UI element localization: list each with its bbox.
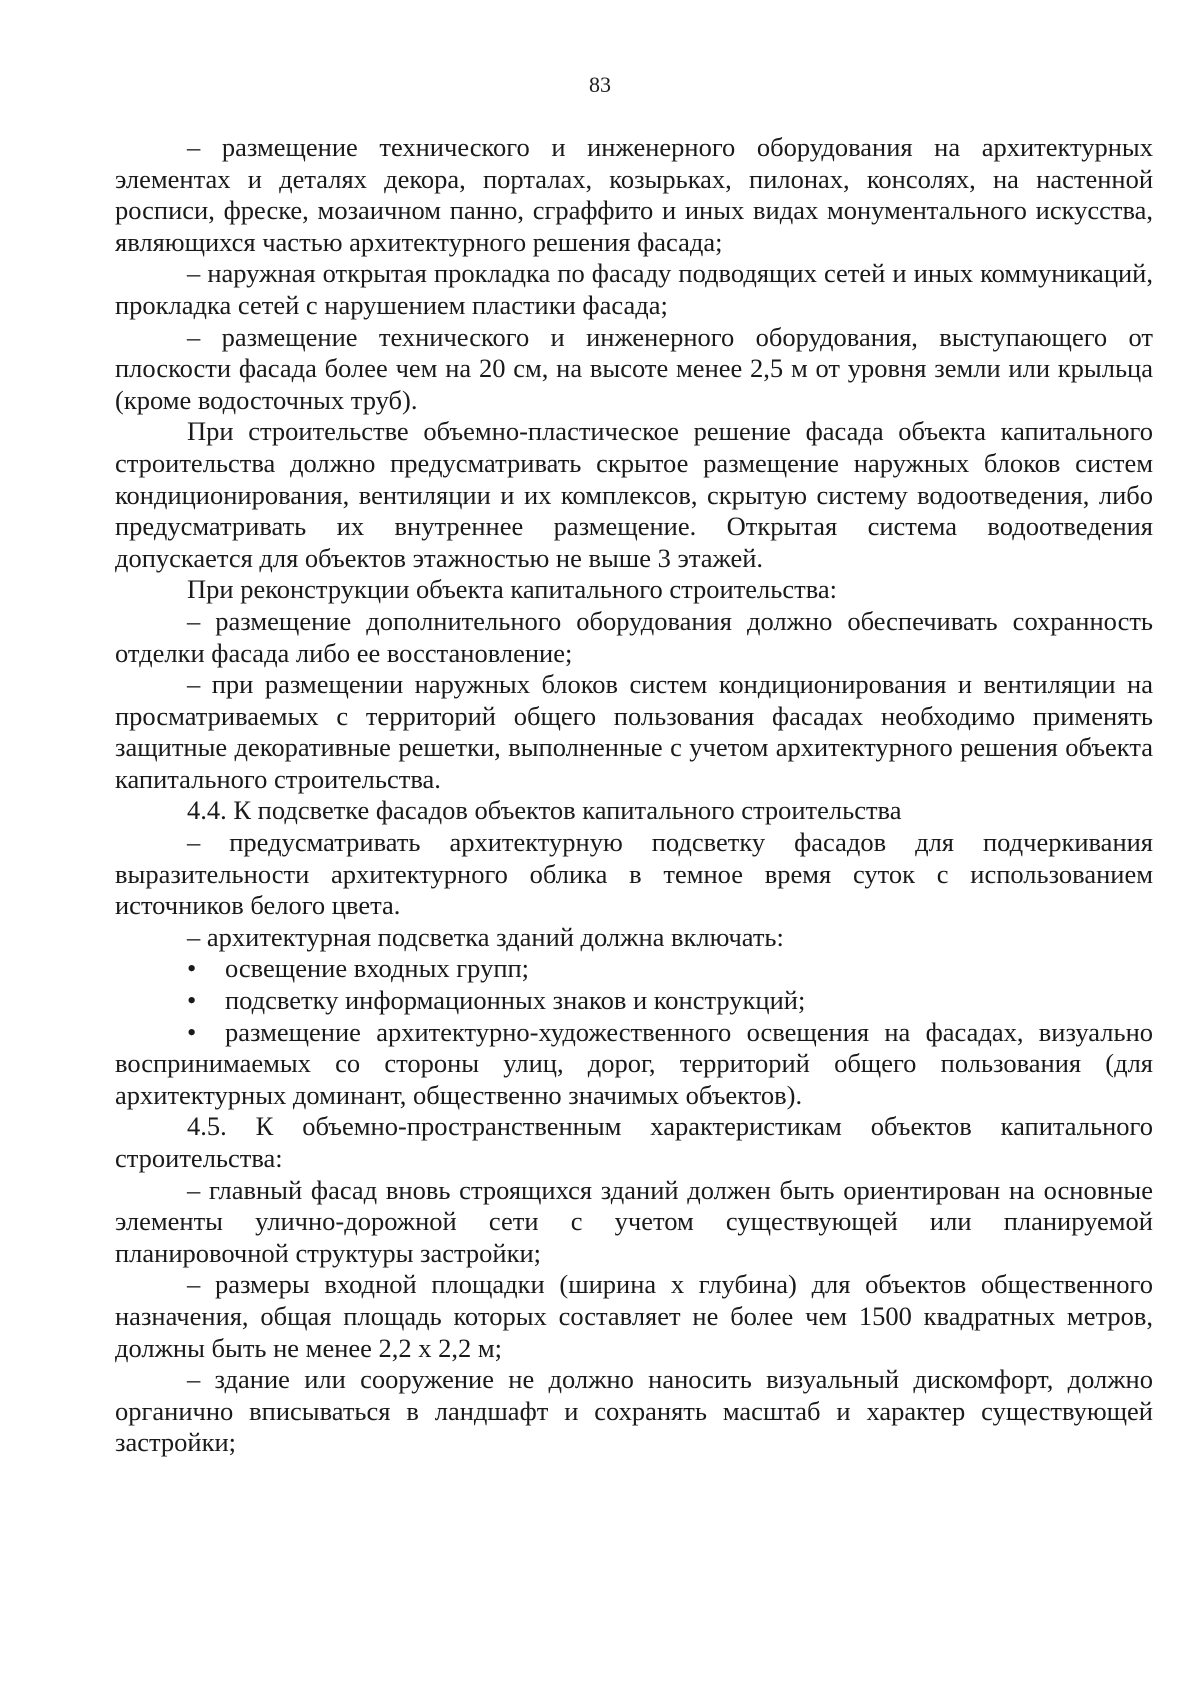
list-item-text: размещение архитектурно-художественного освещения на фасадах, визуально воспринимаемых со стороны улиц, дорог, территорий общего пользования (для архитектурных доминант, общественно значимых объектов). (115, 1016, 1153, 1110)
list-item-text: подсветку информационных знаков и конструкций; (225, 985, 806, 1016)
paragraph: – здание или сооружение не должно наносить визуальный дискомфорт, должно органично вписываться в ландшафт и сохранять масштаб и характер существующей застройки; (115, 1364, 1153, 1458)
paragraph: – наружная открытая прокладка по фасаду подводящих сетей и иных коммуникаций, прокладка сетей с нарушением пластики фасада; (115, 258, 1153, 320)
paragraph: – размещение технического и инженерного оборудования на архитектурных элементах и деталях декора, порталах, козырьках, пилонах, консолях, на настенной росписи, фреске, мозаичном панно, сграффито и иных видах монументального искусства, являющихся частью архитектурного решения фасада; (115, 132, 1153, 257)
bullet-icon: • (187, 953, 197, 984)
paragraph: При строительстве объемно-пластическое решение фасада объекта капитального строительства должно предусматривать скрытое размещение наружных блоков систем кондиционирования, вентиляции и их комплексов, скрытую систему водоотведения, либо предусматривать их внутреннее размещение. Открытая система водоотведения допускается для объектов этажностью не выше 3 этажей. (115, 416, 1153, 573)
paragraph: – при размещении наружных блоков систем кондиционирования и вентиляции на просматриваемых с территорий общего пользования фасадах необходимо применять защитные декоративные решетки, выполненные с учетом архитектурного решения объекта капитального строительства. (115, 669, 1153, 794)
list-item-text: освещение входных групп; (225, 953, 530, 984)
document-body (115, 132, 1153, 1459)
paragraph: – размеры входной площадки (ширина х глубина) для объектов общественного назначения, общая площадь которых составляет не более чем 1500 квадратных метров, должны быть не менее 2,2 х 2,2 м; (115, 1269, 1153, 1363)
paragraph: – предусматривать архитектурную подсветку фасадов для подчеркивания выразительности архитектурного облика в темное время суток с использованием источников белого цвета. (115, 827, 1153, 921)
section-heading: 4.4. К подсветке фасадов объектов капитального строительства (187, 795, 902, 826)
paragraph: При реконструкции объекта капитального строительства: (187, 574, 837, 605)
paragraph: – размещение дополнительного оборудования должно обеспечивать сохранность отделки фасада либо ее восстановление; (115, 605, 1153, 668)
bullet-icon: • (187, 985, 197, 1016)
list-item (115, 1017, 1153, 1112)
section-heading: 4.5. К объемно-пространственным характеристикам объектов капитального строительства: (115, 1111, 1153, 1173)
list-item (115, 985, 1153, 1017)
bullet-icon: • (187, 1016, 197, 1047)
paragraph: – размещение технического и инженерного оборудования, выступающего от плоскости фасада более чем на 20 см, на высоте менее 2,5 м от уровня земли или крыльца (кроме водосточных труб). (115, 321, 1153, 415)
paragraph: – главный фасад вновь строящихся зданий должен быть ориентирован на основные элементы улично-дорожной сети с учетом существующей или планируемой планировочной структуры застройки; (115, 1174, 1153, 1268)
paragraph: – архитектурная подсветка зданий должна включать: (187, 921, 784, 952)
page-number: 83 (589, 72, 611, 97)
list-item (115, 953, 1153, 985)
